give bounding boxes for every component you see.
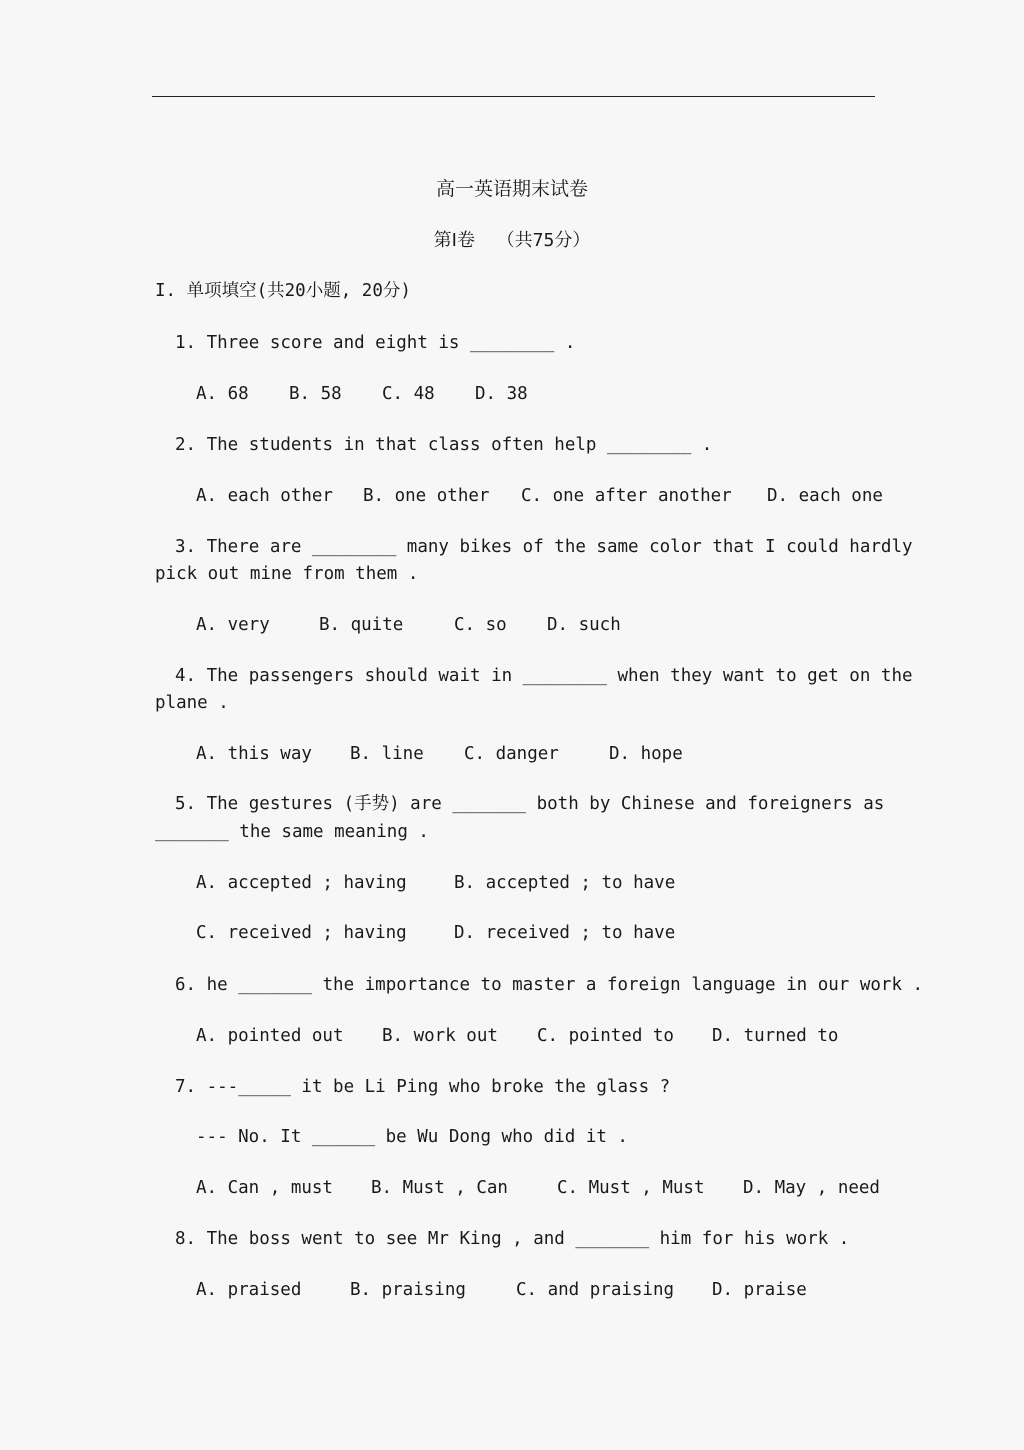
question-5-option-a[interactable]: A. accepted ; having [196, 873, 407, 893]
question-7-stem: 7. ---_____ it be Li Ping who broke the glass ? [175, 1077, 671, 1097]
question-8-option-a[interactable]: A. praised [196, 1280, 302, 1300]
question-6-option-b[interactable]: B. work out [382, 1026, 498, 1046]
question-3-option-b[interactable]: B. quite [319, 615, 404, 635]
question-5-option-b[interactable]: B. accepted ; to have [454, 873, 676, 893]
question-2-stem: 2. The students in that class often help ________ . [175, 435, 713, 455]
section-heading: I. 单项填空(共20小题, 20分) [155, 281, 411, 301]
question-1-option-d[interactable]: D. 38 [475, 384, 528, 404]
header-rule [152, 96, 875, 97]
question-8-stem: 8. The boss went to see Mr King , and _______ him for his work . [175, 1229, 850, 1249]
question-5-option-d[interactable]: D. received ; to have [454, 923, 676, 943]
question-2-option-c[interactable]: C. one after another [521, 486, 732, 506]
question-8-option-d[interactable]: D. praise [712, 1280, 807, 1300]
question-1-option-a[interactable]: A. 68 [196, 384, 249, 404]
question-8-option-c[interactable]: C. and praising [516, 1280, 675, 1300]
question-5-stem: 5. The gestures (手势) are _______ both by Chinese and foreigners as [175, 794, 885, 814]
question-3-option-a[interactable]: A. very [196, 615, 270, 635]
question-6-option-a[interactable]: A. pointed out [196, 1026, 344, 1046]
question-4-option-a[interactable]: A. this way [196, 744, 312, 764]
question-6-stem: 6. he _______ the importance to master a foreign language in our work . [175, 975, 924, 995]
exam-subtitle: 第Ⅰ卷 （共75分） [433, 230, 591, 251]
question-6-option-c[interactable]: C. pointed to [537, 1026, 674, 1046]
question-4-stem-continued: plane . [155, 693, 229, 713]
exam-title: 高一英语期末试卷 [435, 178, 588, 200]
question-8-option-b[interactable]: B. praising [350, 1280, 466, 1300]
question-4-option-d[interactable]: D. hope [609, 744, 683, 764]
question-5-option-c[interactable]: C. received ; having [196, 923, 407, 943]
question-3-option-d[interactable]: D. such [547, 615, 621, 635]
question-7-option-a[interactable]: A. Can , must [196, 1178, 333, 1198]
question-1-option-c[interactable]: C. 48 [382, 384, 435, 404]
question-4-option-c[interactable]: C. danger [464, 744, 559, 764]
question-5-stem-continued: _______ the same meaning . [155, 822, 429, 842]
question-4-option-b[interactable]: B. line [350, 744, 424, 764]
question-7-reply: --- No. It ______ be Wu Dong who did it . [196, 1127, 628, 1147]
question-3-stem-continued: pick out mine from them . [155, 564, 419, 584]
question-1-stem: 1. Three score and eight is ________ . [175, 333, 576, 353]
question-7-option-d[interactable]: D. May , need [743, 1178, 880, 1198]
question-3-option-c[interactable]: C. so [454, 615, 507, 635]
question-2-option-d[interactable]: D. each one [767, 486, 883, 506]
question-6-option-d[interactable]: D. turned to [712, 1026, 839, 1046]
question-7-option-c[interactable]: C. Must , Must [557, 1178, 705, 1198]
question-3-stem: 3. There are ________ many bikes of the same color that I could hardly [175, 537, 913, 557]
question-2-option-a[interactable]: A. each other [196, 486, 333, 506]
question-1-option-b[interactable]: B. 58 [289, 384, 342, 404]
question-7-option-b[interactable]: B. Must , Can [371, 1178, 508, 1198]
question-4-stem: 4. The passengers should wait in ________ when they want to get on the [175, 666, 913, 686]
question-2-option-b[interactable]: B. one other [363, 486, 490, 506]
